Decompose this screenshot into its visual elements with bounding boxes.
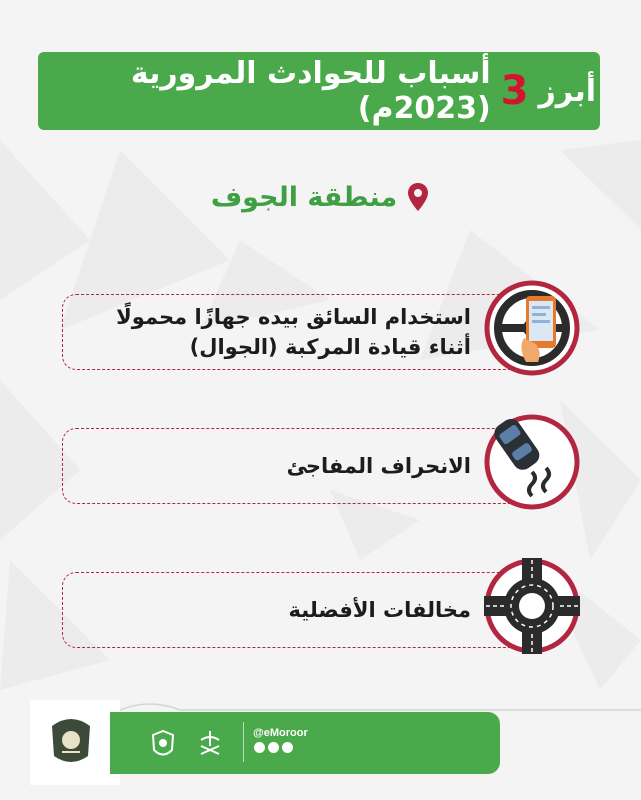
region-label: منطقة الجوف [210, 181, 398, 213]
x-icon[interactable] [254, 742, 265, 753]
title-number: 3 [500, 68, 529, 114]
ministry-emblem-icon [150, 730, 176, 760]
cause-item-3 [62, 556, 582, 666]
cause-box-1 [62, 294, 532, 370]
youtube-icon[interactable] [282, 742, 293, 753]
cause-item-2 [62, 412, 582, 522]
title-prefix: أبرز [538, 73, 596, 109]
cause-2-line-1: الانحراف المفاجئ [286, 454, 471, 478]
location-pin-icon [407, 182, 429, 212]
cause-box-3 [62, 572, 532, 648]
car-skid-icon [482, 412, 582, 512]
roundabout-icon [482, 556, 582, 656]
cause-1-line-1: استخدام السائق بيده جهازًا محمولًا [116, 305, 471, 329]
cause-item-1 [62, 278, 582, 388]
region-heading [200, 172, 440, 222]
cause-1-line-2: أثناء قيادة المركبة (الجوال) [189, 335, 471, 359]
steering-wheel-phone-icon [482, 278, 582, 378]
saudi-emblem-icon [195, 728, 225, 760]
cause-3-line-1: مخالفات الأفضلية [288, 598, 471, 622]
social-handle[interactable]: @eMoroor [253, 727, 308, 739]
traffic-department-emblem-icon [48, 712, 94, 768]
footer-separator [243, 722, 244, 762]
title-banner [38, 52, 600, 130]
cause-box-2 [62, 428, 532, 504]
facebook-icon[interactable] [268, 742, 279, 753]
title-rest: أسباب للحوادث المرورية (2023م) [130, 56, 491, 126]
